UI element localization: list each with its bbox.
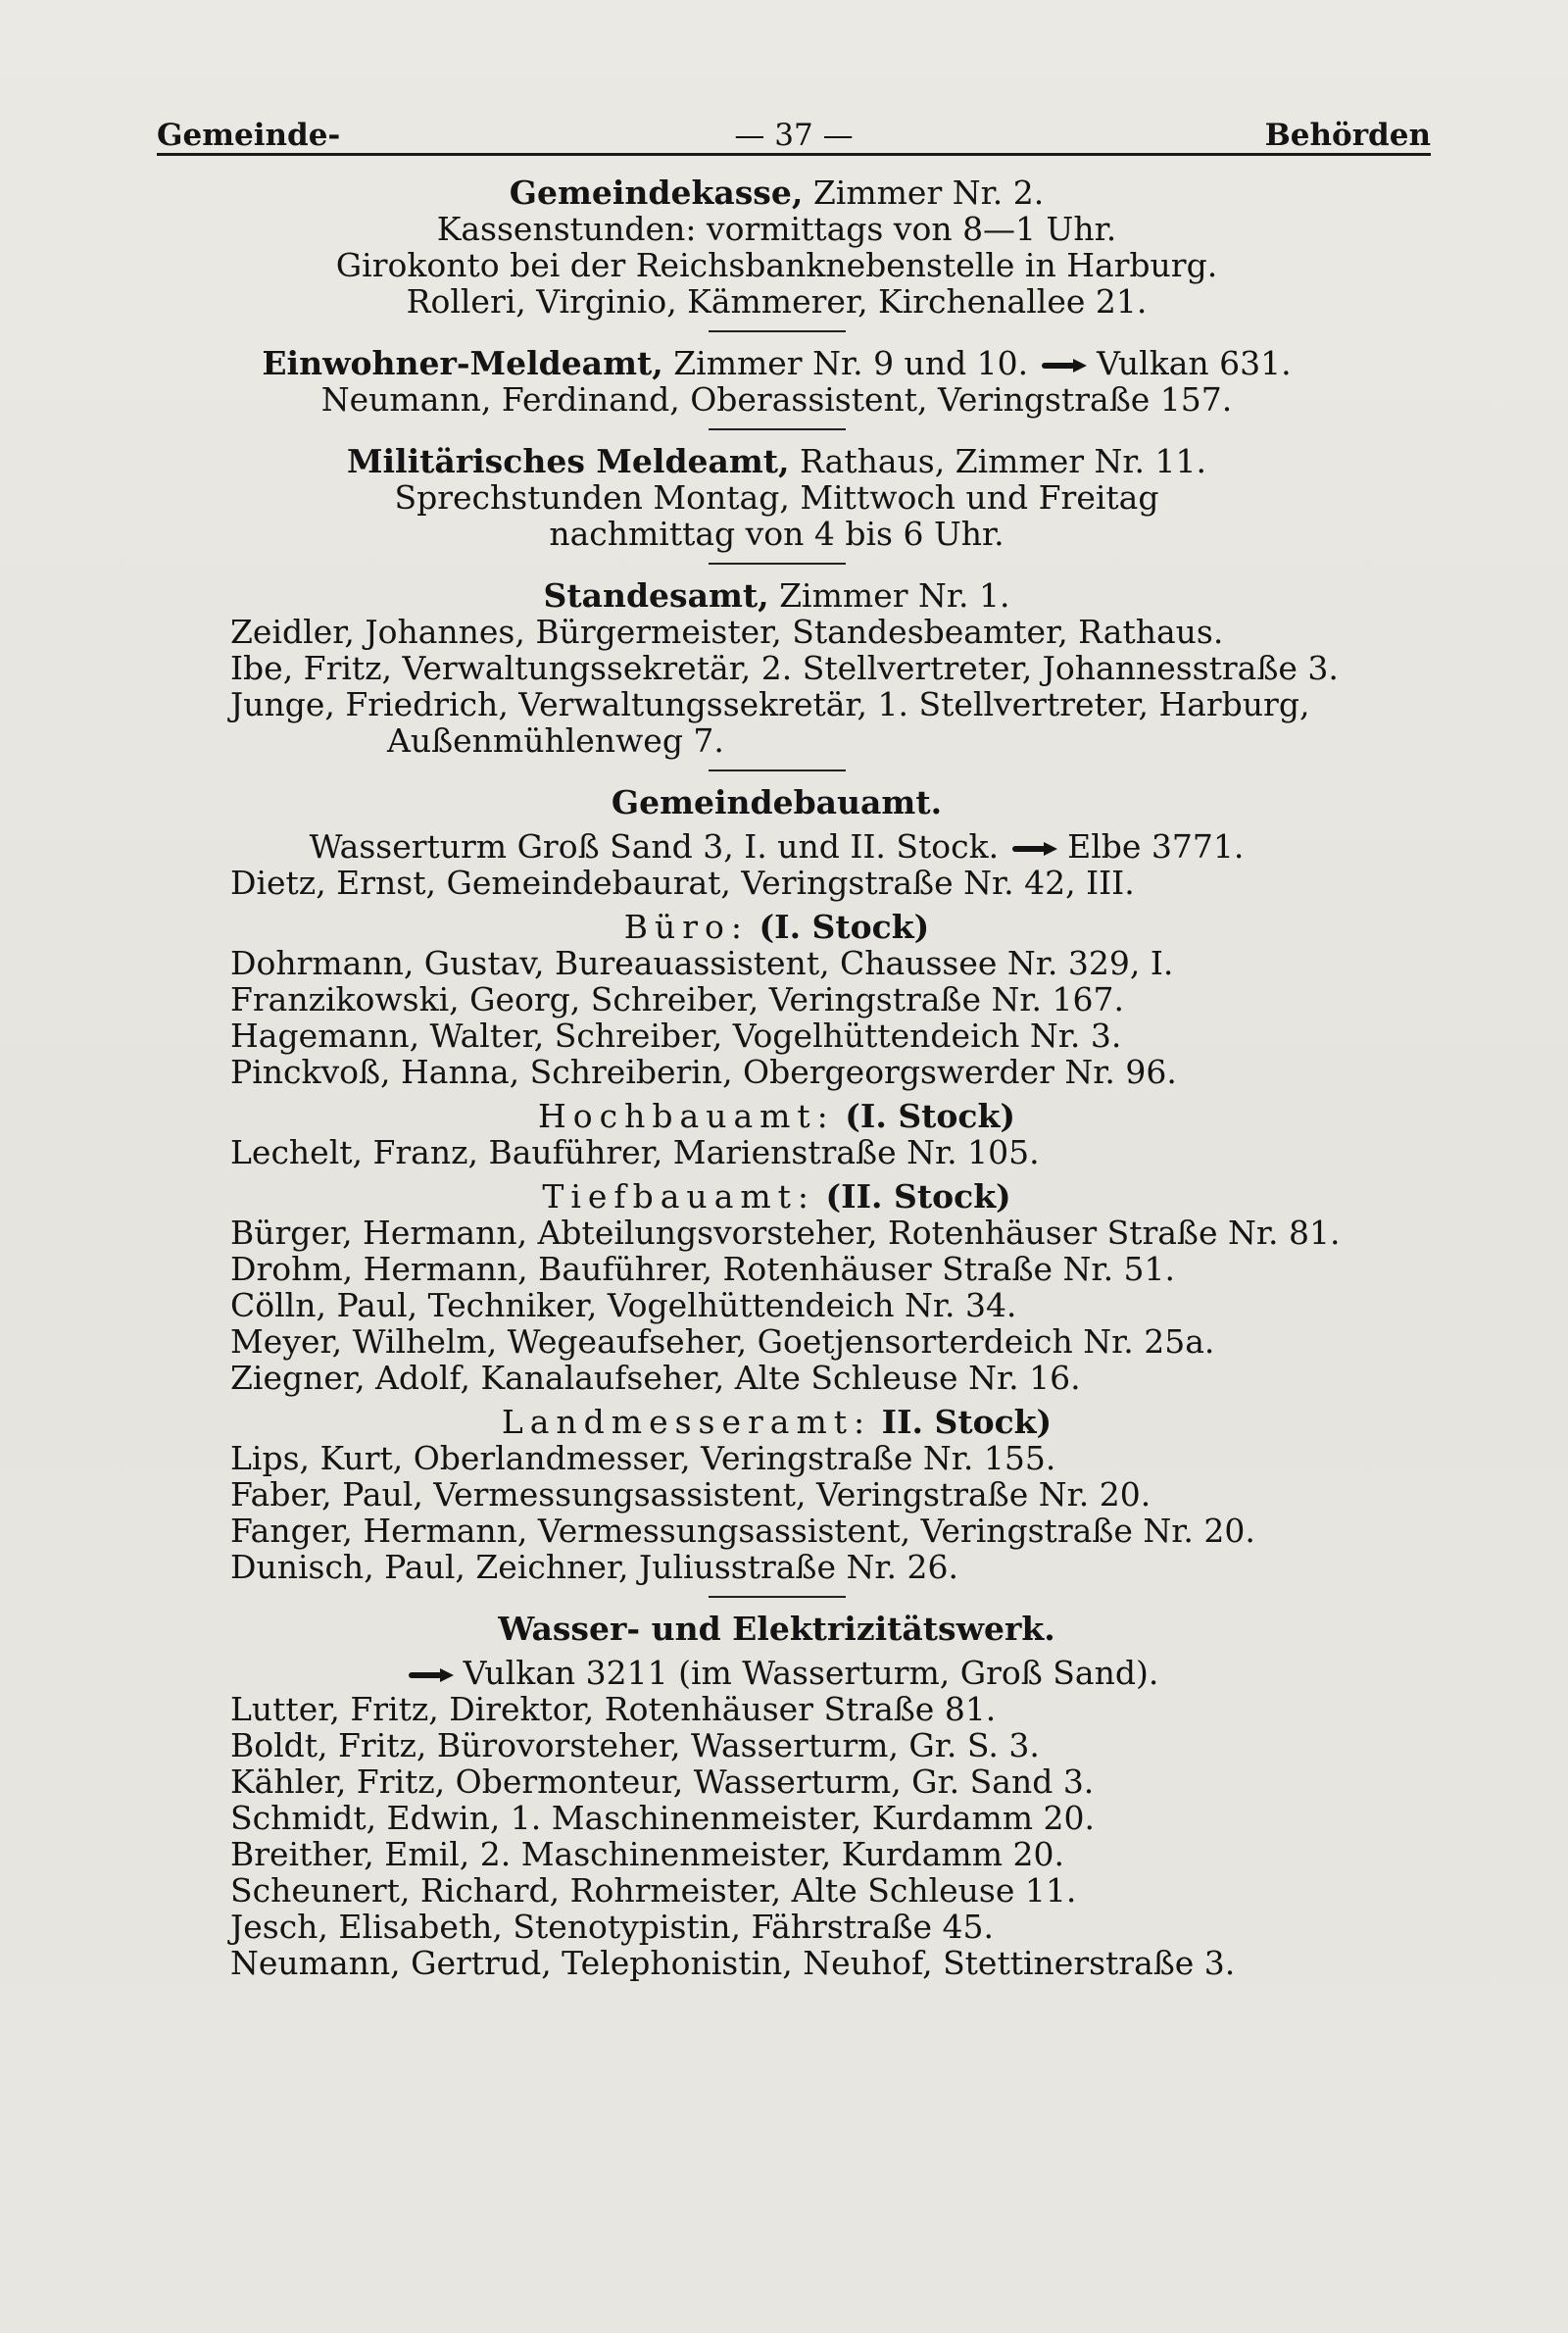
list-item: Zeidler, Johannes, Bürgermeister, Standesbeamter, Rathaus. (230, 613, 1224, 651)
list-item: Schmidt, Edwin, 1. Maschinenmeister, Kurdamm 20. (230, 1799, 1096, 1837)
list-item: Bürger, Hermann, Abteilungsvorsteher, Rotenhäuser Straße Nr. 81. (230, 1214, 1341, 1252)
section-bauamt-heading: Gemeindebauamt. (611, 783, 943, 821)
header-left: Gemeinde- (157, 118, 341, 153)
list-item: Jesch, Elisabeth, Stenotypistin, Fährstraße 45. (230, 1908, 994, 1946)
text-line: Girokonto bei der Reichsbanknebenstelle in Harburg. (335, 246, 1218, 284)
list-item: Drohm, Hermann, Bauführer, Rotenhäuser Straße Nr. 51. (230, 1250, 1176, 1288)
list-item: Ziegner, Adolf, Kanalaufseher, Alte Schleuse Nr. 16. (230, 1359, 1081, 1397)
telephone-icon (1012, 842, 1057, 856)
section-divider (709, 428, 846, 430)
text-line: Rolleri, Virginio, Kämmerer, Kirchenallee 21. (406, 282, 1148, 321)
list-item: Boldt, Fritz, Bürovorsteher, Wasserturm, Gr. S. 3. (230, 1726, 1040, 1764)
list-item: Scheunert, Richard, Rohrmeister, Alte Schleuse 11. (230, 1871, 1077, 1910)
subsection-floor: II. Stock) (881, 1403, 1053, 1441)
text-line: Kassenstunden: vormittags von 8—1 Uhr. (436, 210, 1117, 248)
text-line: Sprechstunden Montag, Mittwoch und Freitag (394, 478, 1159, 517)
list-item: Neumann, Gertrud, Telephonistin, Neuhof, Stettinerstraße 3. (230, 1944, 1236, 1982)
list-item: Cölln, Paul, Techniker, Vogelhüttendeich Nr. 34. (230, 1286, 1017, 1324)
section-divider (709, 769, 846, 771)
list-item: Faber, Paul, Vermessungsassistent, Veringstraße Nr. 20. (230, 1475, 1152, 1514)
header-right: Behörden (1264, 118, 1431, 153)
list-item: Kähler, Fritz, Obermonteur, Wasserturm, Gr. Sand 3. (230, 1762, 1095, 1801)
phone-number: Elbe 3771. (1067, 827, 1245, 866)
list-item: Fanger, Hermann, Vermessungsassistent, Veringstraße Nr. 20. (230, 1512, 1255, 1550)
section-einwohner-heading (230, 345, 1323, 381)
list-item: Meyer, Wilhelm, Wegeaufseher, Goetjensorterdeich Nr. 25a. (230, 1322, 1215, 1361)
section-militaer-heading (230, 443, 1323, 479)
subsection-title: Tiefbauamt: (542, 1177, 816, 1216)
list-item: Junge, Friedrich, Verwaltungssekretär, 1. Stellvertreter, Harburg, (230, 685, 1310, 723)
section-divider (709, 1596, 846, 1598)
list-item: Dunisch, Paul, Zeichner, Juliusstraße Nr. 26. (230, 1548, 958, 1586)
section-room: Rathaus, Zimmer Nr. 11. (789, 442, 1207, 480)
section-gemeindekasse-heading (230, 174, 1323, 211)
section-standesamt-heading (230, 577, 1323, 614)
telephone-icon (1042, 359, 1087, 372)
list-item: Franzikowski, Georg, Schreiber, Veringstraße Nr. 167. (230, 980, 1124, 1018)
subsection-floor: (I. Stock) (759, 908, 930, 946)
bauamt-address: Wasserturm Groß Sand 3, I. und II. Stock. (309, 827, 1000, 866)
section-title: Gemeindekasse, (509, 174, 804, 212)
phone-number: Vulkan 631. (1097, 344, 1292, 382)
page-header (157, 110, 1431, 159)
page-content (230, 174, 1341, 1982)
subsection-title: Landmesseramt: (501, 1403, 872, 1441)
subsection-tiefbau-heading (230, 1178, 1323, 1215)
page-number: — 37 — (734, 118, 854, 153)
list-item: Dietz, Ernst, Gemeindebaurat, Veringstraße Nr. 42, III. (230, 864, 1135, 902)
wasserwerk-phone-line (230, 1655, 1323, 1691)
section-room: Zimmer Nr. 2. (803, 174, 1045, 212)
section-room: Zimmer Nr. 9 und 10. (662, 344, 1029, 382)
section-divider (709, 330, 846, 332)
list-item: Hagemann, Walter, Schreiber, Vogelhüttendeich Nr. 3. (230, 1017, 1122, 1055)
list-item: Breither, Emil, 2. Maschinenmeister, Kurdamm 20. (230, 1835, 1064, 1873)
subsection-floor: (II. Stock) (825, 1177, 1011, 1216)
list-item-continuation: Außenmühlenweg 7. (387, 721, 724, 760)
list-item: Ibe, Fritz, Verwaltungssekretär, 2. Stellvertreter, Johannesstraße 3. (230, 649, 1339, 687)
section-divider (709, 563, 846, 565)
text-line: nachmittag von 4 bis 6 Uhr. (549, 515, 1004, 553)
subsection-hochbau-heading (230, 1098, 1323, 1134)
list-item: Lechelt, Franz, Bauführer, Marienstraße Nr. 105. (230, 1133, 1040, 1171)
list-item: Lutter, Fritz, Direktor, Rotenhäuser Straße 81. (230, 1690, 997, 1728)
subsection-landmesser-heading (230, 1404, 1323, 1440)
subsection-buero-heading (230, 909, 1323, 945)
section-wasserwerk-heading: Wasser- und Elektrizitätswerk. (498, 1610, 1055, 1648)
list-item: Dohrmann, Gustav, Bureauassistent, Chaussee Nr. 329, I. (230, 944, 1174, 982)
list-item: Lips, Kurt, Oberlandmesser, Veringstraße Nr. 155. (230, 1439, 1056, 1477)
section-title: Standesamt, (543, 576, 769, 615)
section-room: Zimmer Nr. 1. (768, 576, 1010, 615)
section-title: Einwohner-Meldeamt, (262, 344, 663, 382)
section-title: Militärisches Meldeamt, (346, 442, 790, 480)
bauamt-address-line (230, 828, 1323, 865)
text-line: Neumann, Ferdinand, Oberassistent, Veringstraße 157. (320, 380, 1233, 419)
list-item: Pinckvoß, Hanna, Schreiberin, Obergeorgswerder Nr. 96. (230, 1053, 1177, 1091)
subsection-title: Hochbauamt: (538, 1097, 835, 1135)
subsection-floor: (I. Stock) (845, 1097, 1015, 1135)
header-rule (157, 153, 1431, 156)
phone-number: Vulkan 3211 (im Wasserturm, Groß Sand). (463, 1654, 1159, 1692)
subsection-title: Büro: (623, 908, 750, 946)
telephone-icon (409, 1668, 454, 1682)
